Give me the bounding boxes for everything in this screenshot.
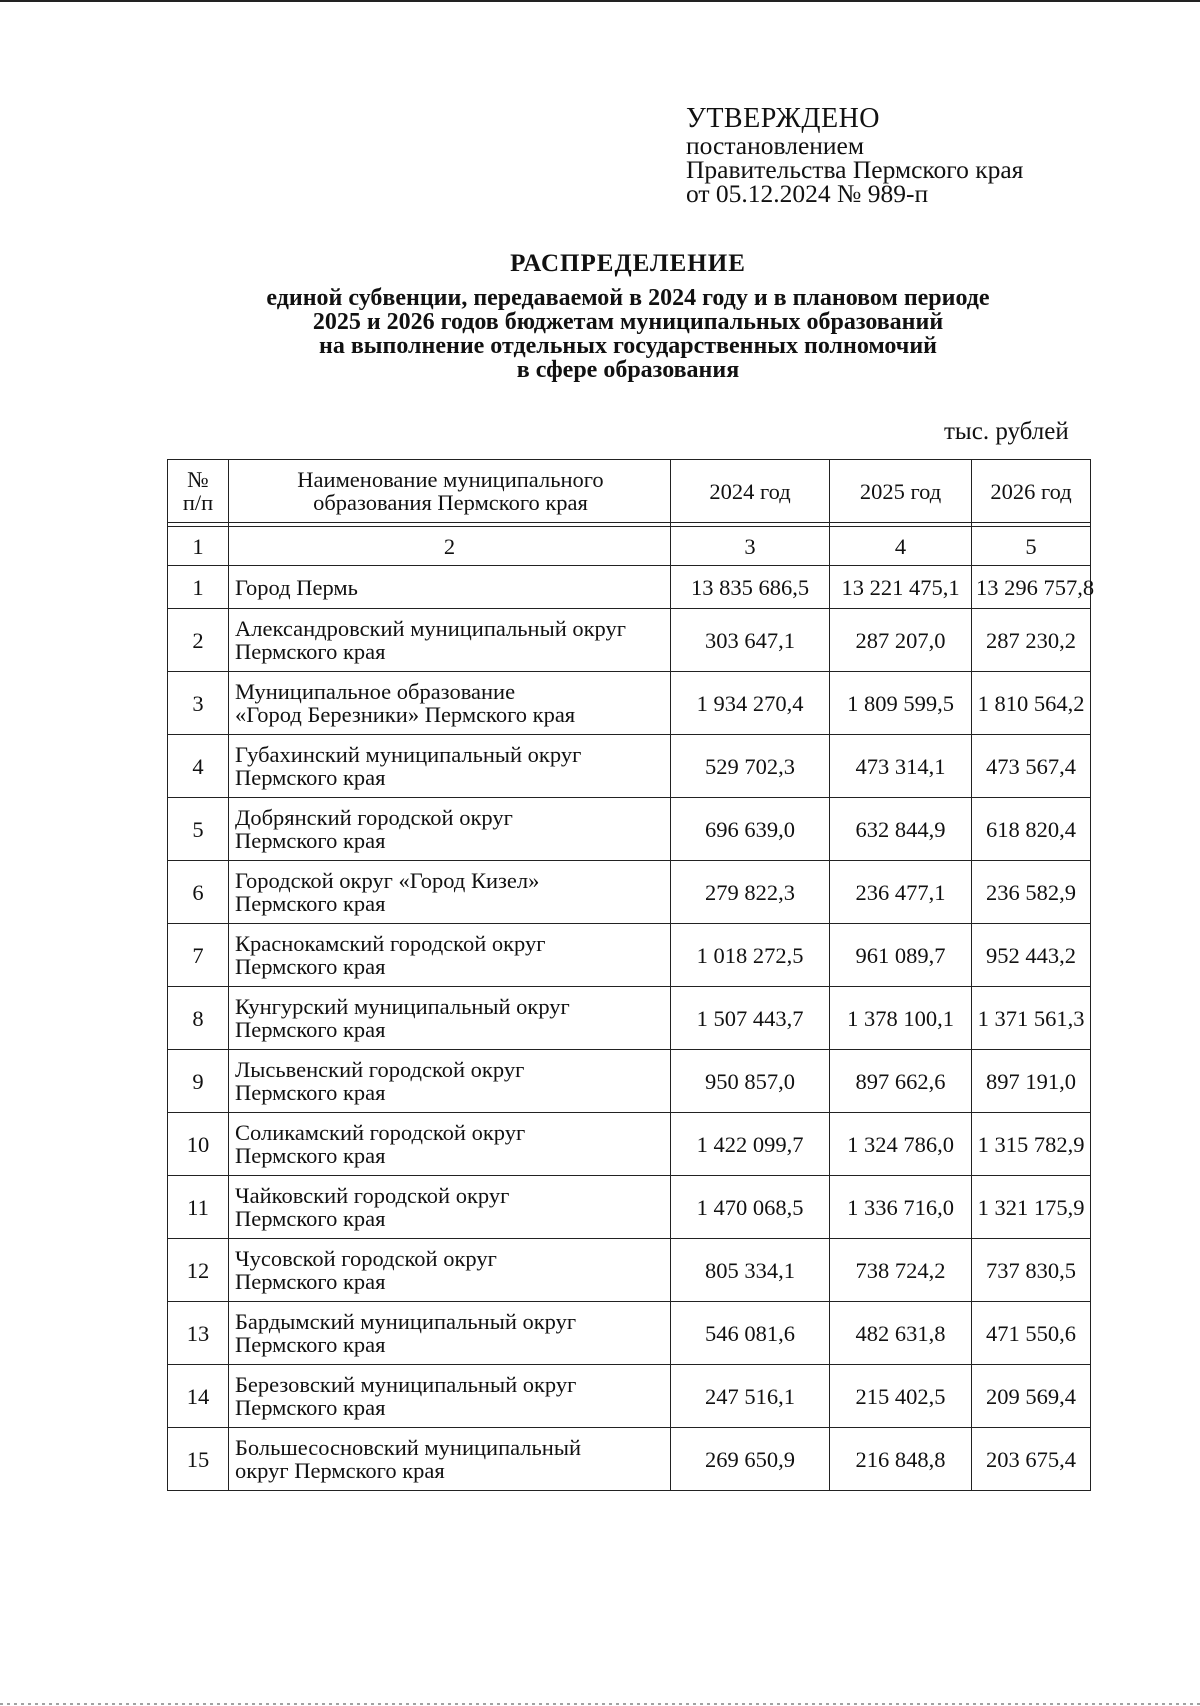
value-2025: 961 089,7 [830,924,972,987]
municipality-name [229,1302,671,1365]
value-2024: 303 647,1 [671,609,830,672]
header-name [229,460,671,523]
municipality-name [229,735,671,798]
municipality-name [229,861,671,924]
header-name-line-2: образования Пермского края [313,490,588,515]
municipality-name-line-1: Соликамский городской округ [235,1120,526,1145]
approval-line-2: Правительства Пермского края [686,155,1024,184]
row-number: 2 [168,609,229,672]
municipality-name-line-1: Муниципальное образование [235,679,516,704]
value-2026: 13 296 757,8 [972,566,1091,609]
table-row [168,861,1091,924]
row-number: 1 [168,566,229,609]
value-2024: 279 822,3 [671,861,830,924]
value-2026: 203 675,4 [972,1428,1091,1491]
value-2024: 13 835 686,5 [671,566,830,609]
value-2025: 1 378 100,1 [830,987,972,1050]
municipality-name-line-2: Пермского края [235,954,386,979]
value-2026: 1 371 561,3 [972,987,1091,1050]
value-2026: 618 820,4 [972,798,1091,861]
subtitle-line-4: в сфере образования [516,357,740,383]
approval-line-1: постановлением [686,131,865,160]
value-2025: 897 662,6 [830,1050,972,1113]
table-row [168,1428,1091,1491]
value-2024: 269 650,9 [671,1428,830,1491]
municipality-name-line-1: Добрянский городской округ [235,805,513,830]
approval-line-3: от 05.12.2024 № 989-п [686,179,929,208]
row-number: 15 [168,1428,229,1491]
value-2026: 471 550,6 [972,1302,1091,1365]
approval-block [686,104,1023,206]
table-row [168,1365,1091,1428]
value-2026: 1 321 175,9 [972,1176,1091,1239]
value-2024: 546 081,6 [671,1302,830,1365]
value-2026: 236 582,9 [972,861,1091,924]
municipality-name-line-2: Пермского края [235,765,386,790]
municipality-name [229,672,671,735]
row-number: 7 [168,924,229,987]
value-2024: 1 507 443,7 [671,987,830,1050]
units-label: тыс. рублей [944,418,1069,445]
value-2026: 952 443,2 [972,924,1091,987]
municipality-name [229,924,671,987]
municipality-name [229,609,671,672]
value-2025: 482 631,8 [830,1302,972,1365]
row-number: 14 [168,1365,229,1428]
municipality-name [229,566,671,609]
municipality-name-line-2: Пермского края [235,1017,386,1042]
value-2025: 236 477,1 [830,861,972,924]
row-number: 10 [168,1113,229,1176]
municipality-name-line-2: Пермского края [235,1143,386,1168]
subtitle-line-3: на выполнение отдельных государственных полномочий [319,333,937,359]
table-row [168,798,1091,861]
row-number: 11 [168,1176,229,1239]
value-2025: 13 221 475,1 [830,566,972,609]
header-2025: 2025 год [830,460,972,523]
municipality-name-line-1: Чусовской городской округ [235,1246,497,1271]
header-2024: 2024 год [671,460,830,523]
value-2026: 897 191,0 [972,1050,1091,1113]
municipality-name [229,798,671,861]
value-2024: 805 334,1 [671,1239,830,1302]
value-2024: 1 422 099,7 [671,1113,830,1176]
value-2025: 216 848,8 [830,1428,972,1491]
municipality-name-line-2: Пермского края [235,639,386,664]
value-2024: 696 639,0 [671,798,830,861]
table-row [168,1050,1091,1113]
header-name-line-1: Наименование муниципального [297,467,604,492]
municipality-name-line-2: Пермского края [235,1395,386,1420]
table-row [168,1302,1091,1365]
value-2024: 1 934 270,4 [671,672,830,735]
value-2026: 1 315 782,9 [972,1113,1091,1176]
row-number: 12 [168,1239,229,1302]
value-2025: 738 724,2 [830,1239,972,1302]
column-number: 3 [671,527,830,566]
approval-word: УТВЕРЖДЕНО [686,103,881,134]
table-row [168,1113,1091,1176]
document-title: РАСПРЕДЕЛЕНИЕ [510,250,746,277]
row-number: 8 [168,987,229,1050]
scan-bottom-edge [0,1703,1200,1705]
municipality-name-line-1: Лысьвенский городской округ [235,1057,525,1082]
row-number: 6 [168,861,229,924]
header-num [168,460,229,523]
municipality-name-line-2: округ Пермского края [235,1458,445,1483]
municipality-name-line-1: Большесосновский муниципальный [235,1435,581,1460]
value-2025: 632 844,9 [830,798,972,861]
value-2024: 1 470 068,5 [671,1176,830,1239]
header-2026: 2026 год [972,460,1091,523]
row-number: 4 [168,735,229,798]
municipality-name-line-2: Пермского края [235,1206,386,1231]
municipality-name-line-1: Чайковский городской округ [235,1183,510,1208]
page-top-edge [0,0,1200,2]
municipality-name-line-1: Городской округ «Город Кизел» [235,868,540,893]
municipality-name [229,1239,671,1302]
value-2025: 215 402,5 [830,1365,972,1428]
value-2026: 737 830,5 [972,1239,1091,1302]
table-row [168,924,1091,987]
column-number: 1 [168,527,229,566]
value-2024: 1 018 272,5 [671,924,830,987]
municipality-name-line-2: Пермского края [235,828,386,853]
value-2025: 1 336 716,0 [830,1176,972,1239]
municipality-name-line-1: Бардымский муниципальный округ [235,1309,577,1334]
municipality-name [229,1365,671,1428]
municipality-name-line-2: Пермского края [235,1269,386,1294]
municipality-name-line-1: Краснокамский городской округ [235,931,546,956]
header-num-line-2: п/п [182,490,214,515]
row-number: 5 [168,798,229,861]
table-row [168,566,1091,609]
row-number: 13 [168,1302,229,1365]
value-2025: 287 207,0 [830,609,972,672]
value-2026: 473 567,4 [972,735,1091,798]
row-number: 3 [168,672,229,735]
value-2024: 950 857,0 [671,1050,830,1113]
row-number: 9 [168,1050,229,1113]
municipality-name [229,1113,671,1176]
value-2025: 1 324 786,0 [830,1113,972,1176]
subtitle-line-1: единой субвенции, передаваемой в 2024 году и в плановом периоде [266,285,990,311]
value-2025: 1 809 599,5 [830,672,972,735]
distribution-table [167,459,1095,1491]
subtitle-line-2: 2025 и 2026 годов бюджетам муниципальных образований [312,309,944,335]
municipality-name-line-1: Город Пермь [235,574,358,600]
municipality-name [229,1428,671,1491]
column-number: 4 [830,527,972,566]
column-numbers-row [168,527,1091,566]
municipality-name-line-1: Александровский муниципальный округ [235,616,626,641]
value-2025: 473 314,1 [830,735,972,798]
municipality-name [229,987,671,1050]
value-2026: 287 230,2 [972,609,1091,672]
table-row [168,1239,1091,1302]
table-header-row [168,460,1091,523]
municipality-name-line-2: «Город Березники» Пермского края [235,702,576,727]
value-2026: 1 810 564,2 [972,672,1091,735]
value-2026: 209 569,4 [972,1365,1091,1428]
column-number: 5 [972,527,1091,566]
table-row [168,672,1091,735]
header-num-line-1: № [187,467,209,492]
municipality-name [229,1176,671,1239]
value-2024: 529 702,3 [671,735,830,798]
municipality-name-line-1: Кунгурский муниципальный округ [235,994,570,1019]
table-row [168,987,1091,1050]
municipality-name-line-1: Губахинский муниципальный округ [235,742,582,767]
document-subtitle [100,286,1156,382]
table-row [168,735,1091,798]
column-number: 2 [229,527,671,566]
municipality-name-line-1: Березовский муниципальный округ [235,1372,577,1397]
municipality-name-line-2: Пермского края [235,1080,386,1105]
municipality-name-line-2: Пермского края [235,891,386,916]
table-row [168,609,1091,672]
municipality-name-line-2: Пермского края [235,1332,386,1357]
municipality-name [229,1050,671,1113]
table-row [168,1176,1091,1239]
value-2024: 247 516,1 [671,1365,830,1428]
